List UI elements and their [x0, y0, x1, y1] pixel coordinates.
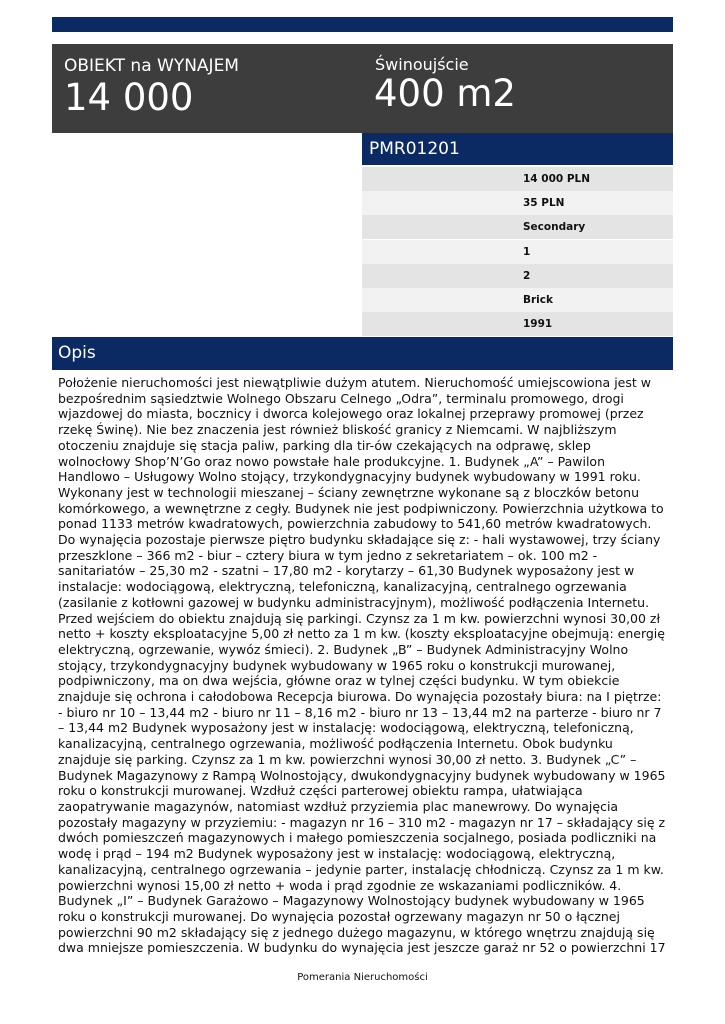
spec-row-material: Brick	[362, 288, 673, 312]
description-text: Położenie nieruchomości jest niewątpliwie dużym atutem. Nieruchomość umiejscowiona jest w bezpośrednim sąsiedztwie Wolnego Obszaru Celnego „Odra”, terminalu promowego, drogi wjazdowej do miasta, bocznicy i dworca kolejowego oraz lokalnej przeprawy promowej (przez rzekę Świnę). Nie bez znaczenia jest również bliskość granicy z Niemcami. W najbliższym otoczeniu znajduje się stacja paliw, parking dla tir-ów czekających na odprawę, sklep wolnocłowy Shop’N’Go oraz nowo powstałe hale produkcyjne. 1. Budynek „A” – Pawilon Handlowo – Usługowy Wolno stojący, trzykondygnacyjny budynek wybudowany w 1991 roku. Wykonany jest w technologii mieszanej – ściany zewnętrzne wykonane są z bloczków betonu komórkowego, a wewnętrzne z cegły. Budynek nie jest podpiwniczony. Powierzchnia użytkowa to ponad 1133 metrów kwadratowych, powierzchnia zabudowy to 541,60 metrów kwadratowych. Do wynajęcia pozostaje pierwsze piętro budynku składające się z: - hali wystawowej, trzy ściany przeszklone – 366 m2 - biur – cztery biura w tym jedno z sekretariatem – ok. 100 m2 - sanitariatów – 25,30 m2 - szatni – 17,80 m2 - korytarzy – 61,30 Budynek wyposażony jest w instalacje: wodociągową, elektryczną, telefoniczną, kanalizacyjną, centralnego ogrzewania (zasilanie z kotłowni gazowej w budynku administracyjnym), możliwość podłączenia Internetu. Przed wejściem do obiektu znajdują się parkingi. Czynsz za 1 m kw. powierzchni wynosi 30,00 zł netto + koszty eksploatacyjne 5,00 zł netto za 1 m kw. (koszty eksploatacyjne obejmują: energię elektryczną, ogrzewanie, wywóz śmieci). 2. Budynek „B” – Budynek Administracyjny Wolno stojący, trzykondygnacyjny budynek wybudowany w 1965 roku o konstrukcji murowanej, podpiwniczony, ma on dwa wejścia, główne oraz w tylnej części budynku. W tym obiekcie znajduje się ochrona i całodobowa Recepcja biurowa. Do wynajęcia pozostały biura: na I piętrze: - biuro nr 10 – 13,44 m2 - biuro nr 11 – 8,16 m2 - biuro nr 13 – 13,44 m2 na parterze - biuro nr 7 – 13,44 m2 Budynek wyposażony jest w instalację: wodociągową, elektryczną, telefoniczną, kanalizacyjną, centralnego ogrzewania, możliwość podłączenia Internetu. Obok budynku znajduje się parking. Czynsz za 1 m kw. powierzchni wynosi 30,00 zł netto. 3. Budynek „C” – Budynek Magazynowy z Rampą Wolnostojący, dwukondygnacyjny budynek wybudowany w 1965 roku o konstrukcji murowanej. Wzdłuż części parterowej obiektu rampa, ułatwiająca zaopatrywanie magazynów, natomiast wzdłuż przyziemia plac manewrowy. Do wynajęcia pozostały magazyny w przyziemiu: - magazyn nr 16 – 310 m2 - magazyn nr 17 – składający się z dwóch pomieszczeń magazynowych i małego pomieszczenia socjalnego, posiada podliczniki na wodę i prąd – 194 m2 Budynek wyposażony jest w instalację: wodociągową, elektryczną, kanalizacyjną, centralnego ogrzewania – jedynie parter, instalację chłodniczą. Czynsz za 1 m kw. powierzchni wynosi 15,00 zł netto + woda i prąd zgodnie ze wskazaniami podliczników. 4. Budynek „I” – Budynek Garażowo – Magazynowy Wolnostojący budynek wybudowany w 1965 roku o konstrukcji murowanej. Do wynajęcia pozostał ogrzewany magazyn nr 50 o łącznej powierzchni 90 m2 składający się z jednego dużego magazynu, w którego wnętrzu znajdują się dwa mniejsze pomieszczenia. W budynku do wynajęcia jest jeszcze garaż nr 52 o powierzchni 17	[58, 375, 666, 956]
top-accent-bar	[52, 17, 673, 32]
listing-header	[52, 44, 673, 133]
spec-row-market: Secondary	[362, 215, 673, 239]
spec-table	[362, 167, 673, 336]
spec-row-year: 1991	[362, 312, 673, 336]
spec-row-value: 1	[362, 240, 673, 264]
spec-row-price-per-m2: 35 PLN	[362, 191, 673, 215]
footer-agency-name: Pomerania Nieruchomości	[297, 972, 428, 983]
listing-type-label: OBIEKT na WYNAJEM	[64, 56, 239, 76]
listing-price: 14 000	[64, 76, 194, 119]
spec-row-price: 14 000 PLN	[362, 167, 673, 191]
listing-code: PMR01201	[362, 133, 673, 165]
spec-row-value: 2	[362, 264, 673, 288]
listing-city: Świnoujście	[375, 55, 469, 74]
description-heading: Opis	[52, 337, 673, 370]
listing-area: 400 m2	[374, 72, 516, 115]
